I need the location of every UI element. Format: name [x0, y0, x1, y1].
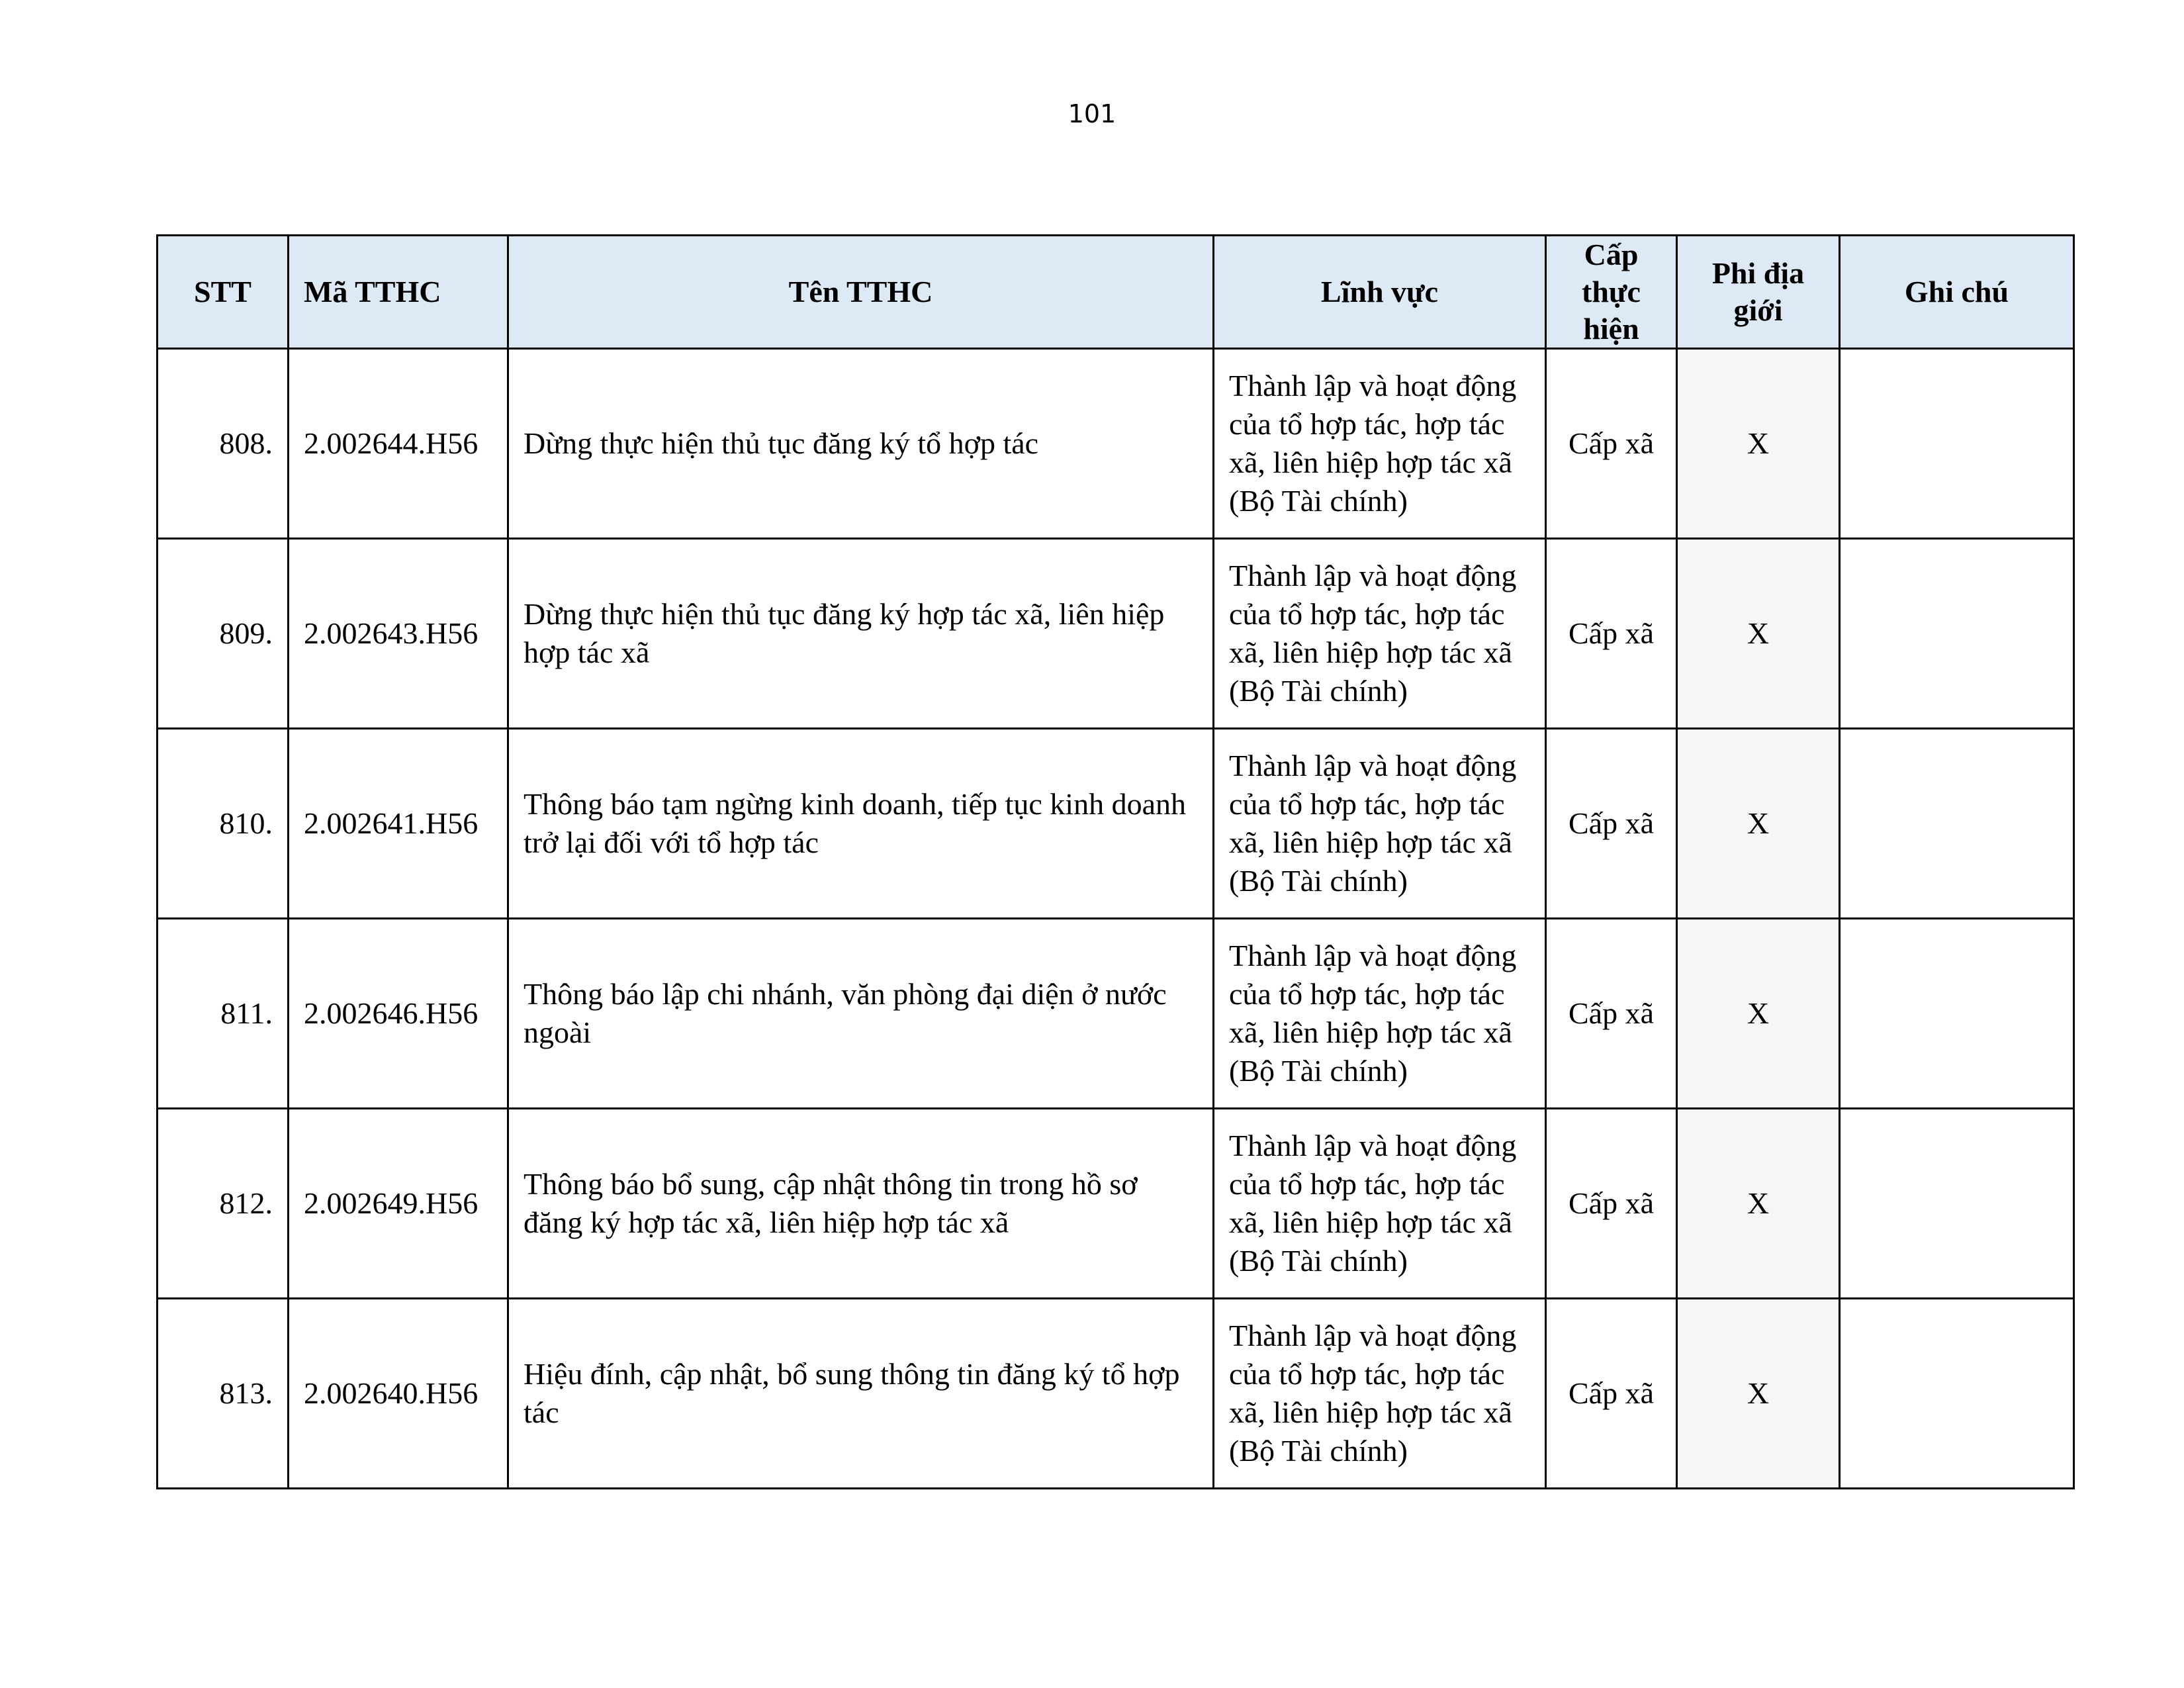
cell-ghi-chu — [1840, 729, 2074, 919]
cell-cap-thuc-hien: Cấp xã — [1546, 919, 1677, 1109]
cell-ghi-chu — [1840, 539, 2074, 729]
header-cap-line: Cấp — [1584, 238, 1639, 271]
cell-ma-tthc: 2.002643.H56 — [289, 539, 508, 729]
cell-phi-dia-gioi: X — [1677, 919, 1840, 1109]
header-cap-thuc-hien — [1546, 236, 1677, 349]
cell-stt: 812. — [158, 1109, 289, 1299]
cell-stt: 808. — [158, 349, 289, 539]
cell-ghi-chu — [1840, 1299, 2074, 1489]
cell-phi-dia-gioi: X — [1677, 539, 1840, 729]
cell-phi-dia-gioi: X — [1677, 1109, 1840, 1299]
cell-ma-tthc: 2.002644.H56 — [289, 349, 508, 539]
cell-ma-tthc: 2.002641.H56 — [289, 729, 508, 919]
table-row — [158, 1109, 2074, 1299]
cell-phi-dia-gioi: X — [1677, 729, 1840, 919]
header-cap-line: hiện — [1583, 312, 1639, 346]
cell-ten-tthc: Thông báo lập chi nhánh, văn phòng đại diện ở nước ngoài — [508, 919, 1214, 1109]
cell-stt: 813. — [158, 1299, 289, 1489]
cell-ten-tthc: Thông báo bổ sung, cập nhật thông tin trong hồ sơ đăng ký hợp tác xã, liên hiệp hợp tác xã — [508, 1109, 1214, 1299]
cell-cap-thuc-hien: Cấp xã — [1546, 349, 1677, 539]
header-cap-line: thực — [1582, 275, 1641, 308]
table-row — [158, 729, 2074, 919]
cell-stt: 810. — [158, 729, 289, 919]
header-ghi-chu: Ghi chú — [1840, 236, 2074, 349]
table-row — [158, 1299, 2074, 1489]
cell-linh-vuc: Thành lập và hoạt động của tổ hợp tác, hợp tác xã, liên hiệp hợp tác xã (Bộ Tài chính) — [1214, 729, 1546, 919]
cell-ghi-chu — [1840, 919, 2074, 1109]
cell-linh-vuc: Thành lập và hoạt động của tổ hợp tác, hợp tác xã, liên hiệp hợp tác xã (Bộ Tài chính) — [1214, 349, 1546, 539]
cell-ghi-chu — [1840, 349, 2074, 539]
header-phi-line: giới — [1733, 293, 1783, 327]
table-row — [158, 539, 2074, 729]
cell-cap-thuc-hien: Cấp xã — [1546, 729, 1677, 919]
procedures-table — [156, 234, 2075, 1489]
cell-linh-vuc: Thành lập và hoạt động của tổ hợp tác, hợp tác xã, liên hiệp hợp tác xã (Bộ Tài chính) — [1214, 1109, 1546, 1299]
header-stt: STT — [158, 236, 289, 349]
header-linh-vuc: Lĩnh vực — [1214, 236, 1546, 349]
header-ten-tthc: Tên TTHC — [508, 236, 1214, 349]
table-row — [158, 919, 2074, 1109]
cell-stt: 809. — [158, 539, 289, 729]
table-header-row — [158, 236, 2074, 349]
header-phi-line: Phi địa — [1711, 256, 1805, 290]
cell-cap-thuc-hien: Cấp xã — [1546, 539, 1677, 729]
cell-ma-tthc: 2.002649.H56 — [289, 1109, 508, 1299]
table-row — [158, 349, 2074, 539]
cell-ma-tthc: 2.002640.H56 — [289, 1299, 508, 1489]
cell-ten-tthc: Dừng thực hiện thủ tục đăng ký tổ hợp tác — [508, 349, 1214, 539]
cell-ten-tthc: Dừng thực hiện thủ tục đăng ký hợp tác xã, liên hiệp hợp tác xã — [508, 539, 1214, 729]
cell-stt: 811. — [158, 919, 289, 1109]
cell-ten-tthc: Thông báo tạm ngừng kinh doanh, tiếp tục kinh doanh trở lại đối với tổ hợp tác — [508, 729, 1214, 919]
cell-cap-thuc-hien: Cấp xã — [1546, 1299, 1677, 1489]
header-phi-dia-gioi — [1677, 236, 1840, 349]
header-ma-tthc: Mã TTHC — [289, 236, 508, 349]
cell-ma-tthc: 2.002646.H56 — [289, 919, 508, 1109]
cell-ghi-chu — [1840, 1109, 2074, 1299]
cell-linh-vuc: Thành lập và hoạt động của tổ hợp tác, hợp tác xã, liên hiệp hợp tác xã (Bộ Tài chính) — [1214, 1299, 1546, 1489]
cell-cap-thuc-hien: Cấp xã — [1546, 1109, 1677, 1299]
cell-ten-tthc: Hiệu đính, cập nhật, bổ sung thông tin đăng ký tổ hợp tác — [508, 1299, 1214, 1489]
cell-linh-vuc: Thành lập và hoạt động của tổ hợp tác, hợp tác xã, liên hiệp hợp tác xã (Bộ Tài chính) — [1214, 539, 1546, 729]
cell-phi-dia-gioi: X — [1677, 349, 1840, 539]
cell-linh-vuc: Thành lập và hoạt động của tổ hợp tác, hợp tác xã, liên hiệp hợp tác xã (Bộ Tài chính) — [1214, 919, 1546, 1109]
cell-phi-dia-gioi: X — [1677, 1299, 1840, 1489]
page-number: 101 — [1068, 99, 1116, 128]
